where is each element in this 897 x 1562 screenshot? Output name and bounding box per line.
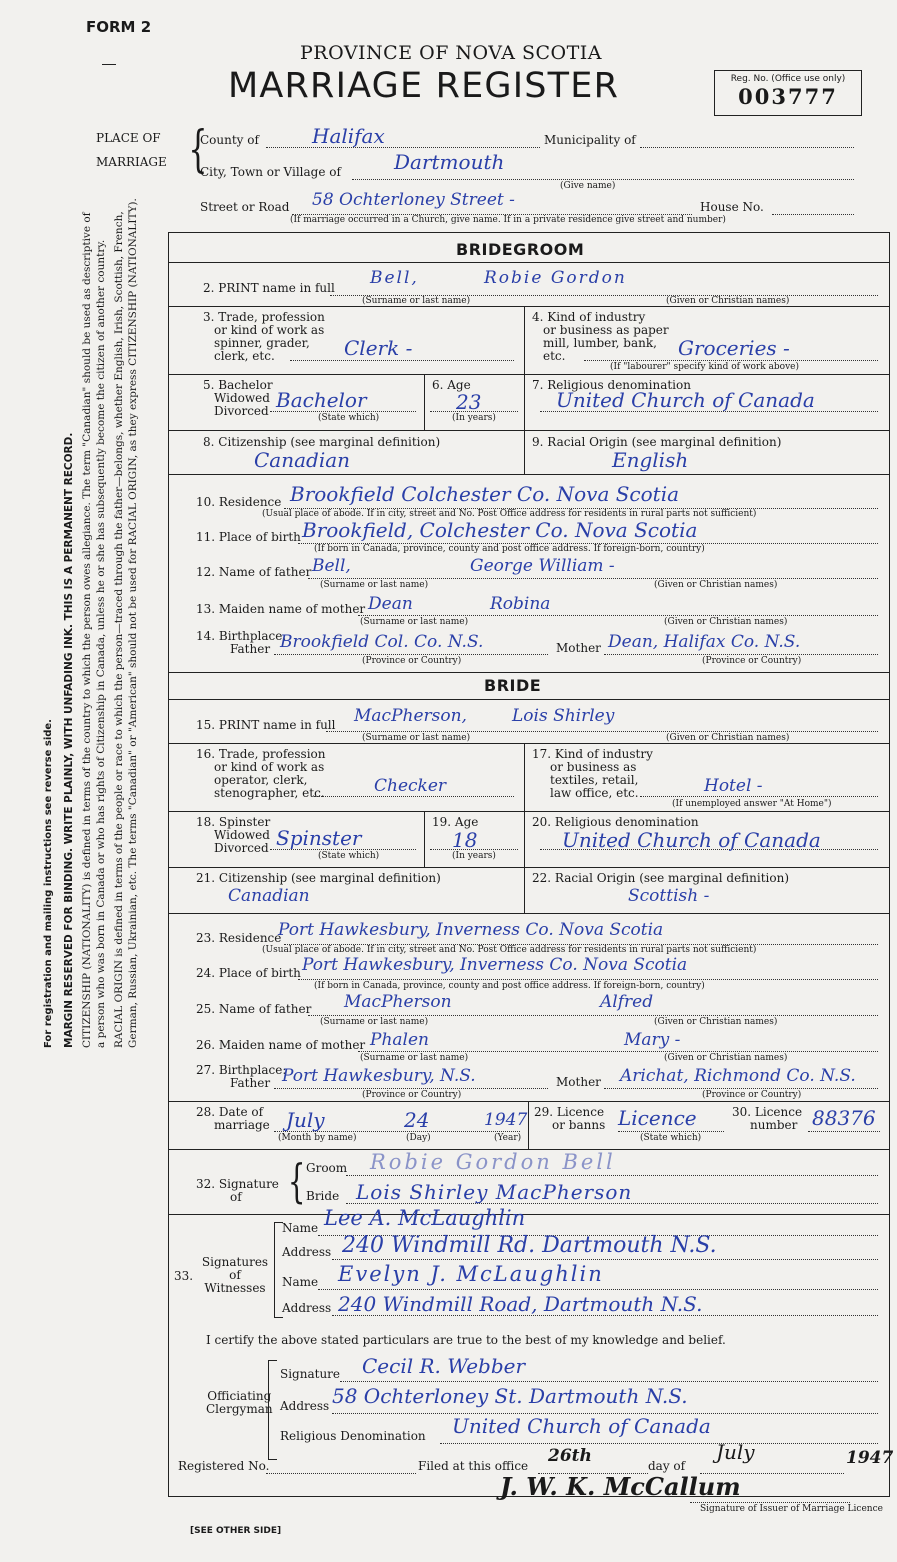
clergy-religion: United Church of Canada [452,1414,711,1438]
groom-status: Bachelor [276,388,367,412]
f25-label: 25. Name of father [196,1002,312,1016]
margin-line-1: For registration and mailing instructions see reverse side. [43,719,54,1048]
street-label: Street or Road [200,200,290,214]
f13-surname-caption: (Surname or last name) [360,617,469,627]
f8-label: 8. Citizenship (see marginal definition) [203,435,441,449]
f15-surname-caption: (Surname or last name) [362,733,471,743]
witness-label: Signatures of Witnesses [201,1255,269,1295]
day-caption: (Day) [406,1133,431,1143]
f20-label: 20. Religious denomination [532,815,699,829]
bride-status: Spinster [276,826,362,850]
issuer-signature: J. W. K. McCallum [500,1472,741,1501]
groom-surname: Bell, [370,268,419,288]
bride-residence: Port Hawkesbury, Inverness Co. Nova Scotia [278,920,664,940]
f25-surname-caption: (Surname or last name) [320,1017,429,1027]
clergy-religion-label: Religious Denomination [280,1429,426,1443]
bride-father-birth: Port Hawkesbury, N.S. [282,1066,476,1086]
f11-label: 11. Place of birth [196,530,301,544]
groom-mother-surname: Dean [368,594,413,614]
bride-trade: Checker [374,776,447,796]
city-label: City, Town or Village of [200,165,341,179]
bride-status-caption: (State which) [318,851,380,861]
f11-caption: (If born in Canada, province, county and post office address. If foreign-born, country) [314,544,705,554]
see-other-side: [SEE OTHER SIDE] [190,1526,282,1536]
groom-given-caption: (Given or Christian names) [666,296,790,306]
groom-industry-caption: (If "labourer" specify kind of work above) [610,362,800,372]
clergy-bracket [268,1360,277,1460]
f26-label: 26. Maiden name of mother [196,1038,366,1052]
clergy-label: Officiating Clergyman [206,1389,273,1416]
marriage-day: 24 [404,1108,430,1132]
bride-age-caption: (In years) [452,851,496,861]
f18-label: 18. Spinster Widowed Divorced [196,815,271,855]
place-brace: { [188,120,208,178]
bride-given: Lois Shirley [512,706,615,726]
bridegroom-heading: BRIDEGROOM [456,240,585,259]
f5-label: 5. Bachelor Widowed Divorced [203,378,273,418]
groom-status-caption: (State which) [318,413,380,423]
f10-label: 10. Residence [196,495,282,509]
clergy-sig-label: Signature [280,1367,341,1381]
f32-label: 32. Signature of [196,1177,279,1204]
bride-industry: Hotel - [704,776,763,796]
reg-no-box [714,70,862,116]
f14-label: 14. Birthplace: Father [196,629,287,656]
street-value: 58 Ochterloney Street - [312,190,515,210]
f10-caption: (Usual place of abode. If in city, street and No. Post Office address for residents in rural parts not sufficient) [262,509,757,519]
page-title: MARRIAGE REGISTER [228,66,620,106]
f17-caption: (If unemployed answer "At Home") [672,799,832,809]
f15-label: 15. PRINT name in full [196,718,336,732]
f24-label: 24. Place of birth [196,966,301,980]
f22-label: 22. Racial Origin (see marginal definition) [532,871,790,885]
bride-father-given: Alfred [600,992,654,1012]
filed-label: Filed at this office [418,1459,529,1473]
groom-mother-given: Robina [490,594,551,614]
month-caption: (Month by name) [278,1133,357,1143]
f26-given-caption: (Given or Christian names) [664,1053,788,1063]
groom-residence: Brookfield Colchester Co. Nova Scotia [290,482,680,506]
bride-mother-surname: Phalen [370,1030,429,1050]
bride-heading: BRIDE [484,676,542,695]
f7-label: 7. Religious denomination [532,378,691,392]
f28-label: 28. Date of marriage [196,1105,270,1132]
day-of-label: day of [648,1459,686,1473]
groom-age-caption: (In years) [452,413,496,423]
issuer-sig-line [690,1502,850,1503]
witness2-address: 240 Windmill Road, Dartmouth N.S. [338,1292,703,1316]
groom-given: Robie Gordon [484,268,627,288]
groom-age: 23 [456,390,482,414]
margin-line-3: CITIZENSHIP (NATIONALITY) is defined in terms of the country to which the person owes allegiance. The term "Canadian" should be used as descriptive of [81,212,93,1048]
f21-label: 21. Citizenship (see marginal definition) [196,871,441,885]
margin-instructions [42,198,140,1048]
reg-no-value: 003777 [738,84,838,109]
f27-mother-label: Mother [556,1075,601,1089]
groom-signature: Robie Gordon Bell [370,1150,616,1174]
f3-label: 3. Trade, profession or kind of work as spinner, grader, clerk, etc. [203,310,325,363]
province-title: PROVINCE OF NOVA SCOTIA [300,42,603,64]
margin-line-6: German, Russian, Ukrainian, etc. The terms "Canadian" or "American" should not be used for RACIAL ORIGIN, as they express CITIZENSHIP (NATIONALITY). [127,198,139,1048]
f23-label: 23. Residence [196,931,282,945]
clergy-address-label: Address [280,1399,330,1413]
church-note: (If marriage occurred in a Church, give name. If in a private residence give street and number) [290,215,726,225]
f27-mother-caption: (Province or Country) [702,1090,802,1100]
groom-birthplace: Brookfield, Colchester Co. Nova Scotia [302,518,698,542]
licence-caption: (State which) [640,1133,702,1143]
place-label-2: MARRIAGE [96,155,167,169]
sig-brace: { [287,1154,306,1208]
groom-father-given: George William - [470,556,615,576]
dash-mark [102,64,116,65]
municipality-label: Municipality of [544,133,636,147]
f12-surname-caption: (Surname or last name) [320,580,429,590]
certify-statement: I certify the above stated particulars are true to the best of my knowledge and belief. [206,1333,726,1347]
f33-label: 33. [174,1269,194,1283]
f13-given-caption: (Given or Christian names) [664,617,788,627]
groom-father-surname: Bell, [312,556,351,576]
f19-label: 19. Age [432,815,479,829]
f14-mother-label: Mother [556,641,601,655]
witness1-address: 240 Windmill Rd. Dartmouth N.S. [342,1233,717,1258]
w1-address-label: Address [282,1245,332,1259]
f27-label: 27. Birthplace: Father [196,1063,287,1090]
year-caption: (Year) [494,1133,522,1143]
f12-given-caption: (Given or Christian names) [654,580,778,590]
bride-age: 18 [452,828,478,852]
filed-day: 26th [548,1446,592,1466]
county-value: Halifax [312,124,385,148]
county-label: County of [200,133,259,147]
f16-label: 16. Trade, profession or kind of work as operator, clerk, stenographer, etc. [196,747,326,800]
groom-surname-caption: (Surname or last name) [362,296,471,306]
marriage-year: 1947 [484,1110,528,1130]
bride-citizenship: Canadian [228,886,310,906]
f9-label: 9. Racial Origin (see marginal definition) [532,435,782,449]
bride-father-surname: MacPherson [344,992,452,1012]
bride-surname: MacPherson, [354,706,467,726]
give-name-caption: (Give name) [560,181,616,191]
f29-label: 29. Licence or banns [534,1105,606,1132]
groom-father-birth: Brookfield Col. Co. N.S. [280,632,484,652]
clergy-address: 58 Ochterloney St. Dartmouth N.S. [332,1384,688,1408]
bride-racial: Scottish - [628,886,710,906]
bride-mother-given: Mary - [624,1030,681,1050]
f24-caption: (If born in Canada, province, county and post office address. If foreign-born, country) [314,981,705,991]
f25-given-caption: (Given or Christian names) [654,1017,778,1027]
bride-mother-birth: Arichat, Richmond Co. N.S. [620,1066,856,1086]
witness2-name: Evelyn J. McLaughlin [338,1262,604,1286]
filed-month: July [716,1440,755,1464]
f15-given-caption: (Given or Christian names) [666,733,790,743]
w2-name-label: Name [282,1275,319,1289]
marriage-month: July [286,1108,325,1132]
bride-birthplace: Port Hawkesbury, Inverness Co. Nova Scotia [302,955,688,975]
margin-line-5: RACIAL ORIGIN is defined in terms of the people or race to which the person—traced through the father—belongs, whether English, Irish, Scottish, French, [113,211,125,1048]
f17-label: 17. Kind of industry or business as textiles, retail, law office, etc. [532,747,653,800]
reg-no-label: Reg. No. (Office use only) [730,74,846,84]
margin-line-2: MARGIN RESERVED FOR BINDING. WRITE PLAINLY, WITH UNFADING INK. THIS IS A PERMANENT RECORD. [63,432,75,1048]
f30-label: 30. Licence number [732,1105,803,1132]
f12-label: 12. Name of father [196,565,312,579]
f14-mother-caption: (Province or Country) [702,656,802,666]
f14-father-caption: (Province or Country) [362,656,462,666]
groom-sig-label: Groom [306,1161,348,1175]
bride-religion: United Church of Canada [562,828,821,852]
bride-sig-label: Bride [306,1189,340,1203]
f23-caption: (Usual place of abode. If in city, street and No. Post Office address for residents in rural parts not sufficient) [262,945,757,955]
groom-citizenship: Canadian [254,448,351,472]
f26-surname-caption: (Surname or last name) [360,1053,469,1063]
issuer-caption: Signature of Issuer of Marriage Licence [700,1504,883,1514]
w1-name-label: Name [282,1221,319,1235]
licence-or-banns: Licence [618,1106,697,1130]
f27-father-caption: (Province or Country) [362,1090,462,1100]
margin-line-4: a person who was born in Canada or who has rights of Citizenship in Canada, unless he or she has subsequently become the citizen of another country. [95,239,107,1048]
place-label-1: PLACE OF [96,131,161,145]
f4-label: 4. Kind of industry or business as paper mill, lumber, bank, etc. [532,310,669,363]
f13-label: 13. Maiden name of mother [196,602,366,616]
form-number: FORM 2 [86,18,152,36]
w2-address-label: Address [282,1301,332,1315]
licence-number: 88376 [812,1106,876,1130]
groom-trade: Clerk - [344,336,413,360]
f6-label: 6. Age [432,378,471,392]
clergy-signature: Cecil R. Webber [362,1354,526,1378]
groom-religion: United Church of Canada [556,388,815,412]
filed-year: 1947 [846,1448,894,1468]
groom-racial: English [612,448,689,472]
city-value: Dartmouth [394,150,505,174]
bride-signature: Lois Shirley MacPherson [356,1180,633,1204]
house-label: House No. [700,200,764,214]
groom-mother-birth: Dean, Halifax Co. N.S. [608,632,801,652]
groom-industry: Groceries - [678,336,790,360]
witness1-name: Lee A. McLaughlin [324,1206,526,1230]
f2-label: 2. PRINT name in full [203,281,335,295]
registered-label: Registered No. [178,1459,270,1473]
